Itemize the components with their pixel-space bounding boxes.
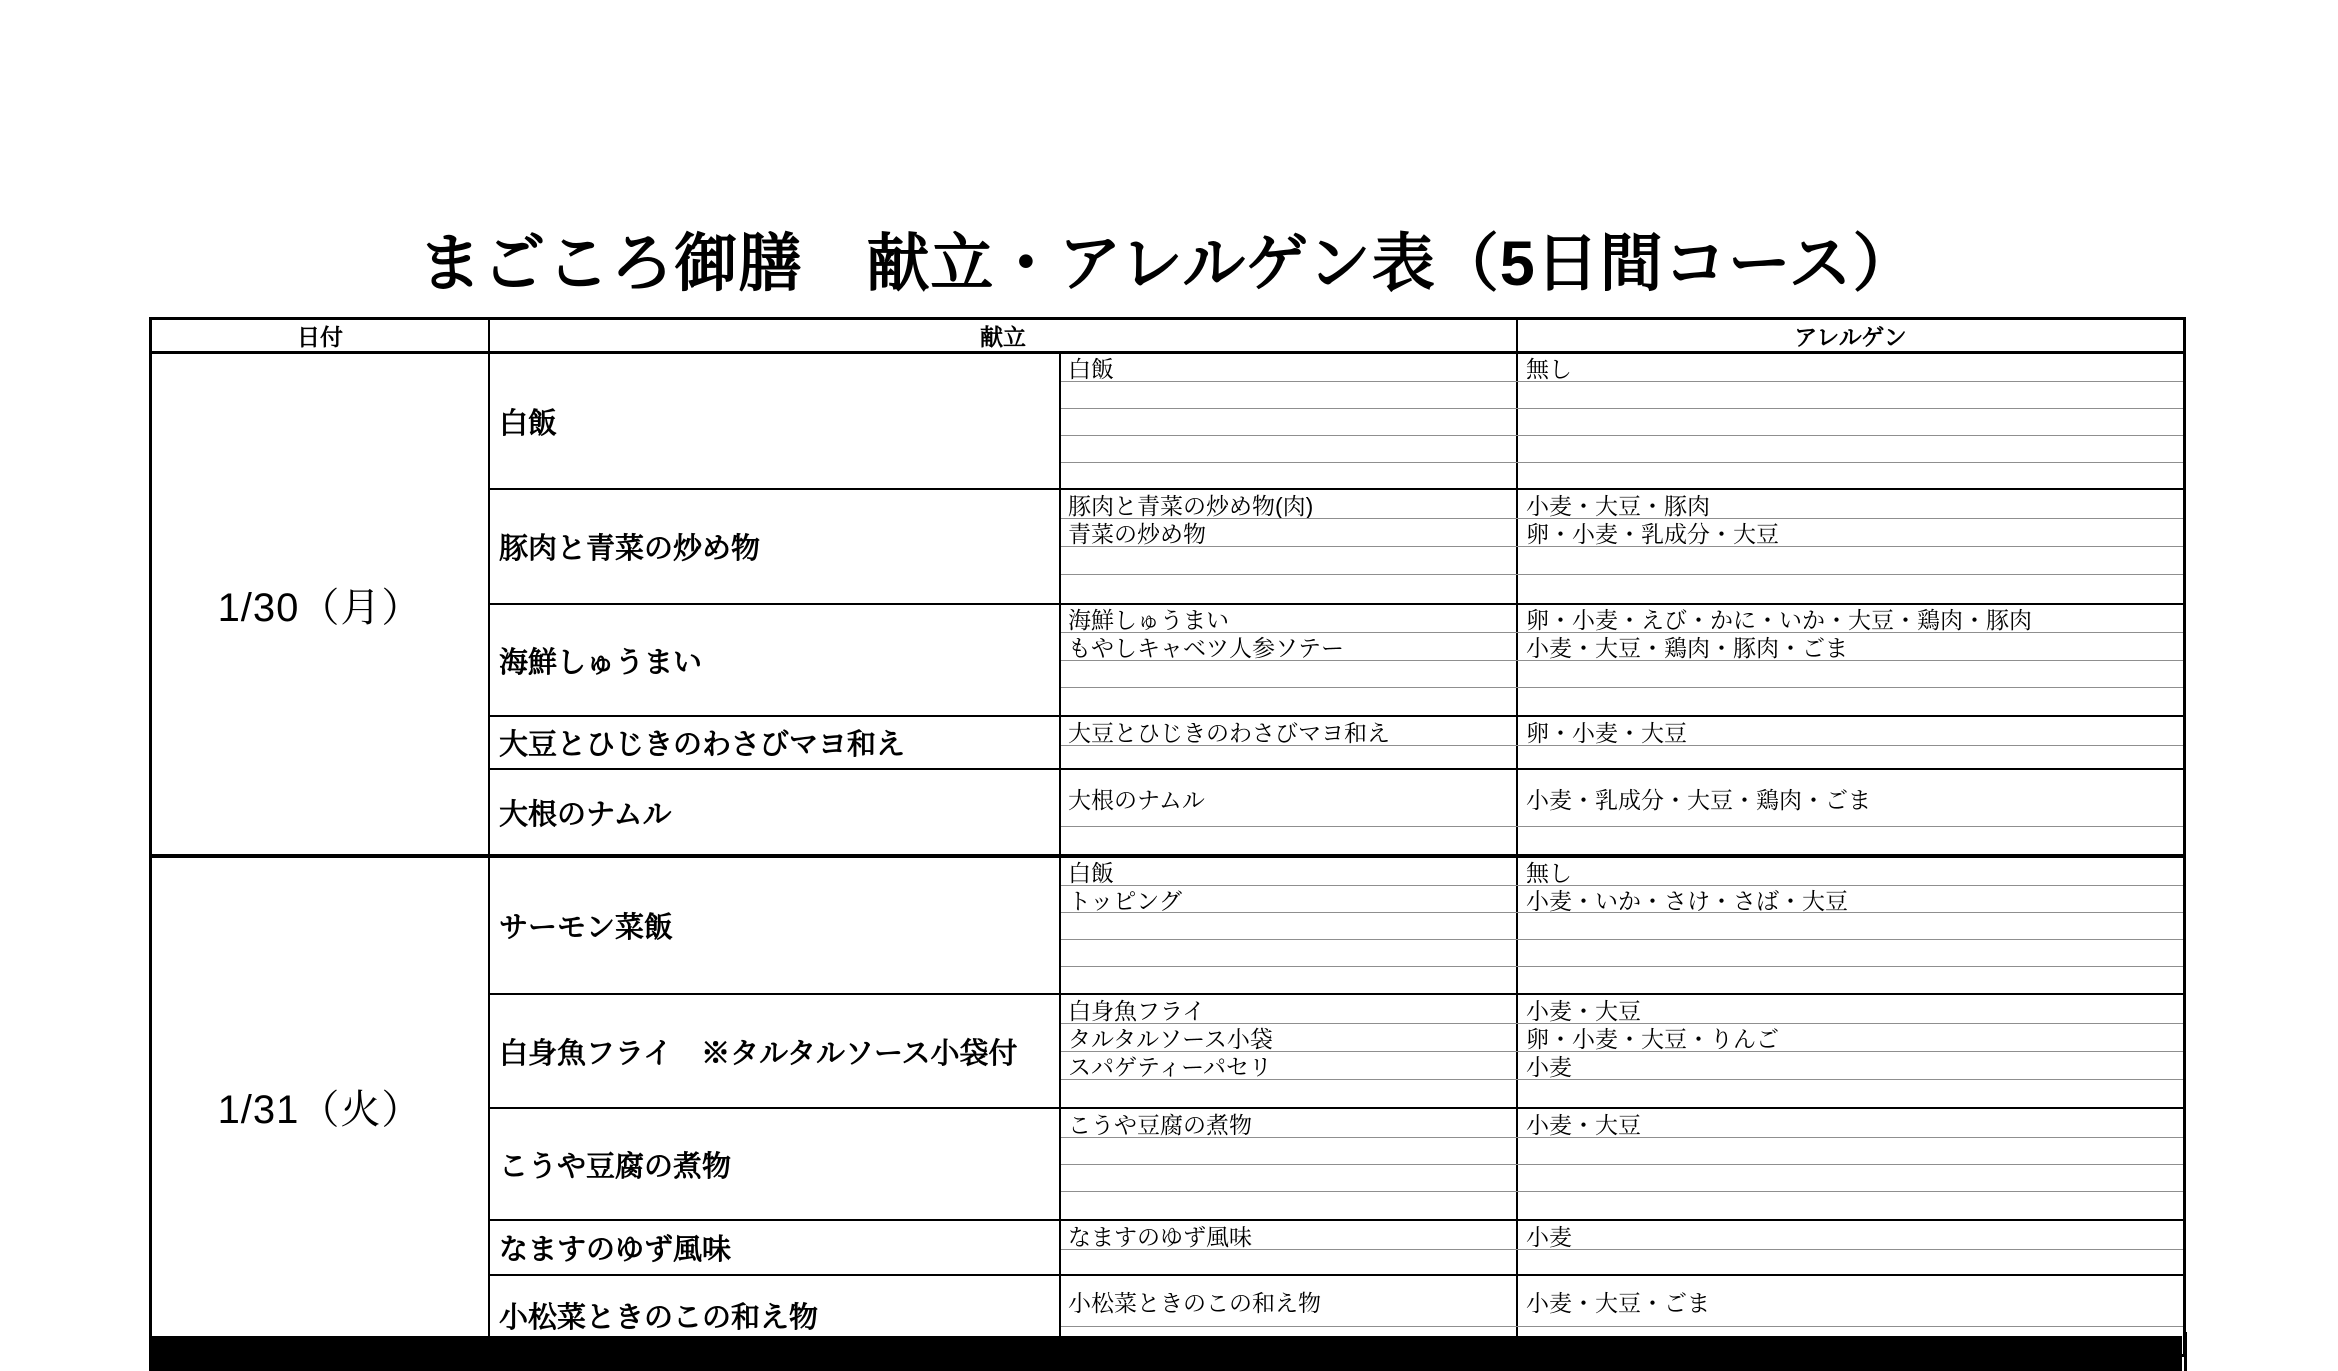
- dish-name-cell: サーモン菜飯: [490, 858, 1061, 993]
- dish-subrow: [1061, 912, 2183, 939]
- component-cell: [1061, 661, 1518, 687]
- component-cell: [1061, 1138, 1518, 1164]
- dish-rows: [1061, 605, 2183, 715]
- component-cell: タルタルソース小袋: [1061, 1024, 1518, 1051]
- allergen-cell: 卵・小麦・乳成分・大豆: [1526, 521, 1779, 547]
- dish-name-cell: 小松菜ときのこの和え物: [490, 1276, 1061, 1354]
- dish-rows: [1061, 1221, 2183, 1274]
- allergen-cell: [1518, 409, 2183, 435]
- component-cell: [1061, 967, 1518, 993]
- dish-subrow: [1061, 1164, 2183, 1191]
- component-cell: 海鮮しゅうまい: [1061, 605, 1518, 632]
- allergen-cell: [1518, 1192, 2183, 1219]
- dish-subrow: [1061, 660, 2183, 687]
- component-cell: トッピング: [1061, 886, 1518, 912]
- dish-block: [490, 993, 2183, 1107]
- dish-list: [490, 858, 2183, 1354]
- dish-block: [490, 768, 2183, 854]
- allergen-cell: [1518, 827, 2183, 854]
- allergen-cell: [1518, 1250, 2183, 1274]
- dish-rows: [1061, 770, 2183, 854]
- dish-subrow: [1061, 826, 2183, 854]
- date-cell: [152, 858, 490, 1354]
- allergen-cell: [1518, 547, 2183, 574]
- component-cell: 豚肉と青菜の炒め物(肉): [1061, 490, 1518, 518]
- dish-list: [490, 354, 2183, 854]
- allergen-cell: 無し: [1526, 356, 1572, 382]
- allergen-cell: 小麦・大豆: [1526, 997, 1641, 1024]
- component-cell: [1061, 1080, 1518, 1107]
- dish-subrow: [1061, 1137, 2183, 1164]
- dish-subrow: [1061, 1079, 2183, 1107]
- dish-subrow: [1061, 546, 2183, 574]
- component-cell: [1061, 382, 1518, 408]
- allergen-cell: [1518, 382, 2183, 408]
- allergen-cell: [1518, 940, 2183, 966]
- date-cell: [152, 354, 490, 854]
- component-cell: 白飯: [1061, 354, 1518, 381]
- component-cell: [1061, 1250, 1518, 1274]
- date-label: 1/31（火）: [217, 1087, 423, 1132]
- allergen-cell: 小麦・大豆・ごま: [1526, 1289, 1710, 1316]
- menu-day-group: [152, 854, 2183, 1354]
- dish-name-cell: 海鮮しゅうまい: [490, 605, 1061, 715]
- allergen-cell: [1518, 746, 2183, 768]
- allergen-cell: 小麦・大豆・豚肉: [1526, 492, 1710, 519]
- dish-block: [490, 488, 2183, 603]
- dish-block: [490, 354, 2183, 488]
- dish-block: [490, 858, 2183, 993]
- component-cell: スパゲティーパセリ: [1061, 1052, 1518, 1079]
- dish-rows: [1061, 490, 2183, 603]
- component-cell: 大豆とひじきのわさびマヨ和え: [1061, 717, 1518, 745]
- dish-subrow: [1061, 770, 2183, 826]
- dish-name-cell: 大根のナムル: [490, 770, 1061, 854]
- dish-subrow: [1061, 1023, 2183, 1051]
- dish-subrow: [1061, 1191, 2183, 1219]
- allergen-cell: [1518, 436, 2183, 462]
- component-cell: こうや豆腐の煮物: [1061, 1109, 1518, 1137]
- dish-subrow: [1061, 381, 2183, 408]
- dish-subrow: [1061, 408, 2183, 435]
- component-cell: [1061, 913, 1518, 939]
- dish-block: [490, 603, 2183, 715]
- dish-rows: [1061, 717, 2183, 768]
- allergen-cell: 小麦・いか・さけ・さば・大豆: [1526, 887, 1848, 914]
- dish-name-cell: 白身魚フライ ※タルタルソース小袋付: [490, 995, 1061, 1107]
- allergen-cell: [1518, 913, 2183, 939]
- component-cell: [1061, 436, 1518, 462]
- dish-block: [490, 1219, 2183, 1274]
- dish-subrow: [1061, 518, 2183, 546]
- dish-subrow: [1061, 435, 2183, 462]
- dish-subrow: [1061, 966, 2183, 993]
- dish-subrow: [1061, 490, 2183, 518]
- dish-subrow: [1061, 939, 2183, 966]
- dish-name-cell: 大豆とひじきのわさびマヨ和え: [490, 717, 1061, 768]
- column-header-menu: 献立: [490, 320, 1518, 351]
- column-header-date: 日付: [152, 320, 490, 351]
- dish-name-cell: 豚肉と青菜の炒め物: [490, 490, 1061, 603]
- menu-day-group: [152, 354, 2183, 854]
- dish-subrow: [1061, 605, 2183, 632]
- allergen-cell: 無し: [1526, 860, 1572, 886]
- dish-rows: [1061, 995, 2183, 1107]
- allergen-cell: [1518, 967, 2183, 993]
- allergen-cell: [1518, 575, 2183, 603]
- allergen-cell: 小麦: [1526, 1223, 1572, 1250]
- dish-subrow: [1061, 354, 2183, 381]
- dish-name-cell: 白飯: [490, 354, 1061, 488]
- page-break-bar: [149, 1336, 2182, 1371]
- dish-subrow: [1061, 885, 2183, 912]
- dish-subrow: [1061, 1109, 2183, 1137]
- table-body: [152, 354, 2183, 1354]
- allergen-cell: [1518, 1138, 2183, 1164]
- page-title: まごころ御膳 献立・アレルゲン表（5日間コース）: [418, 229, 1917, 299]
- dish-subrow: [1061, 717, 2183, 745]
- component-cell: [1061, 409, 1518, 435]
- column-header-allergen: アレルゲン: [1794, 324, 1907, 350]
- dish-rows: [1061, 354, 2183, 488]
- dish-subrow: [1061, 1276, 2183, 1326]
- component-cell: なますのゆず風味: [1061, 1221, 1518, 1249]
- dish-subrow: [1061, 1221, 2183, 1249]
- dish-subrow: [1061, 574, 2183, 603]
- date-label: 1/30（月）: [217, 585, 423, 630]
- table-right-border: [2184, 1332, 2187, 1371]
- dish-rows: [1061, 858, 2183, 993]
- dish-name-cell: こうや豆腐の煮物: [490, 1109, 1061, 1219]
- component-cell: 白身魚フライ: [1061, 995, 1518, 1023]
- component-cell: [1061, 1192, 1518, 1219]
- allergen-cell: 小麦・乳成分・大豆・鶏肉・ごま: [1526, 786, 1871, 813]
- component-cell: [1061, 688, 1518, 715]
- dish-subrow: [1061, 462, 2183, 488]
- dish-subrow: [1061, 858, 2183, 885]
- dish-subrow: [1061, 632, 2183, 660]
- table-header-row: [152, 320, 2183, 354]
- allergen-cell: [1518, 463, 2183, 488]
- component-cell: [1061, 827, 1518, 854]
- dish-name-cell: なますのゆず風味: [490, 1221, 1061, 1274]
- dish-rows: [1061, 1109, 2183, 1219]
- dish-subrow: [1061, 687, 2183, 715]
- component-cell: 白飯: [1061, 858, 1518, 885]
- allergen-cell: [1518, 1080, 2183, 1107]
- dish-subrow: [1061, 1249, 2183, 1274]
- component-cell: 小松菜ときのこの和え物: [1061, 1276, 1518, 1326]
- component-cell: [1061, 575, 1518, 603]
- component-cell: [1061, 746, 1518, 768]
- allergen-cell: 卵・小麦・えび・かに・いか・大豆・鶏肉・豚肉: [1526, 607, 2032, 633]
- dish-block: [490, 1107, 2183, 1219]
- dish-block: [490, 715, 2183, 768]
- dish-subrow: [1061, 1051, 2183, 1079]
- component-cell: もやしキャベツ人参ソテー: [1061, 633, 1518, 660]
- allergen-cell: 小麦・大豆・鶏肉・豚肉・ごま: [1526, 635, 1848, 661]
- menu-allergen-table: [149, 317, 2186, 1357]
- dish-subrow: [1061, 745, 2183, 768]
- allergen-cell: [1518, 1165, 2183, 1191]
- component-cell: 大根のナムル: [1061, 770, 1518, 826]
- allergen-cell: [1518, 688, 2183, 715]
- component-cell: 青菜の炒め物: [1061, 519, 1518, 546]
- dish-subrow: [1061, 995, 2183, 1023]
- allergen-cell: 小麦・大豆: [1526, 1111, 1641, 1138]
- component-cell: [1061, 940, 1518, 966]
- allergen-cell: 卵・小麦・大豆: [1526, 719, 1687, 746]
- component-cell: [1061, 547, 1518, 574]
- allergen-cell: 卵・小麦・大豆・りんご: [1526, 1026, 1779, 1052]
- component-cell: [1061, 463, 1518, 488]
- allergen-cell: 小麦: [1526, 1054, 1572, 1080]
- allergen-cell: [1518, 661, 2183, 687]
- component-cell: [1061, 1165, 1518, 1191]
